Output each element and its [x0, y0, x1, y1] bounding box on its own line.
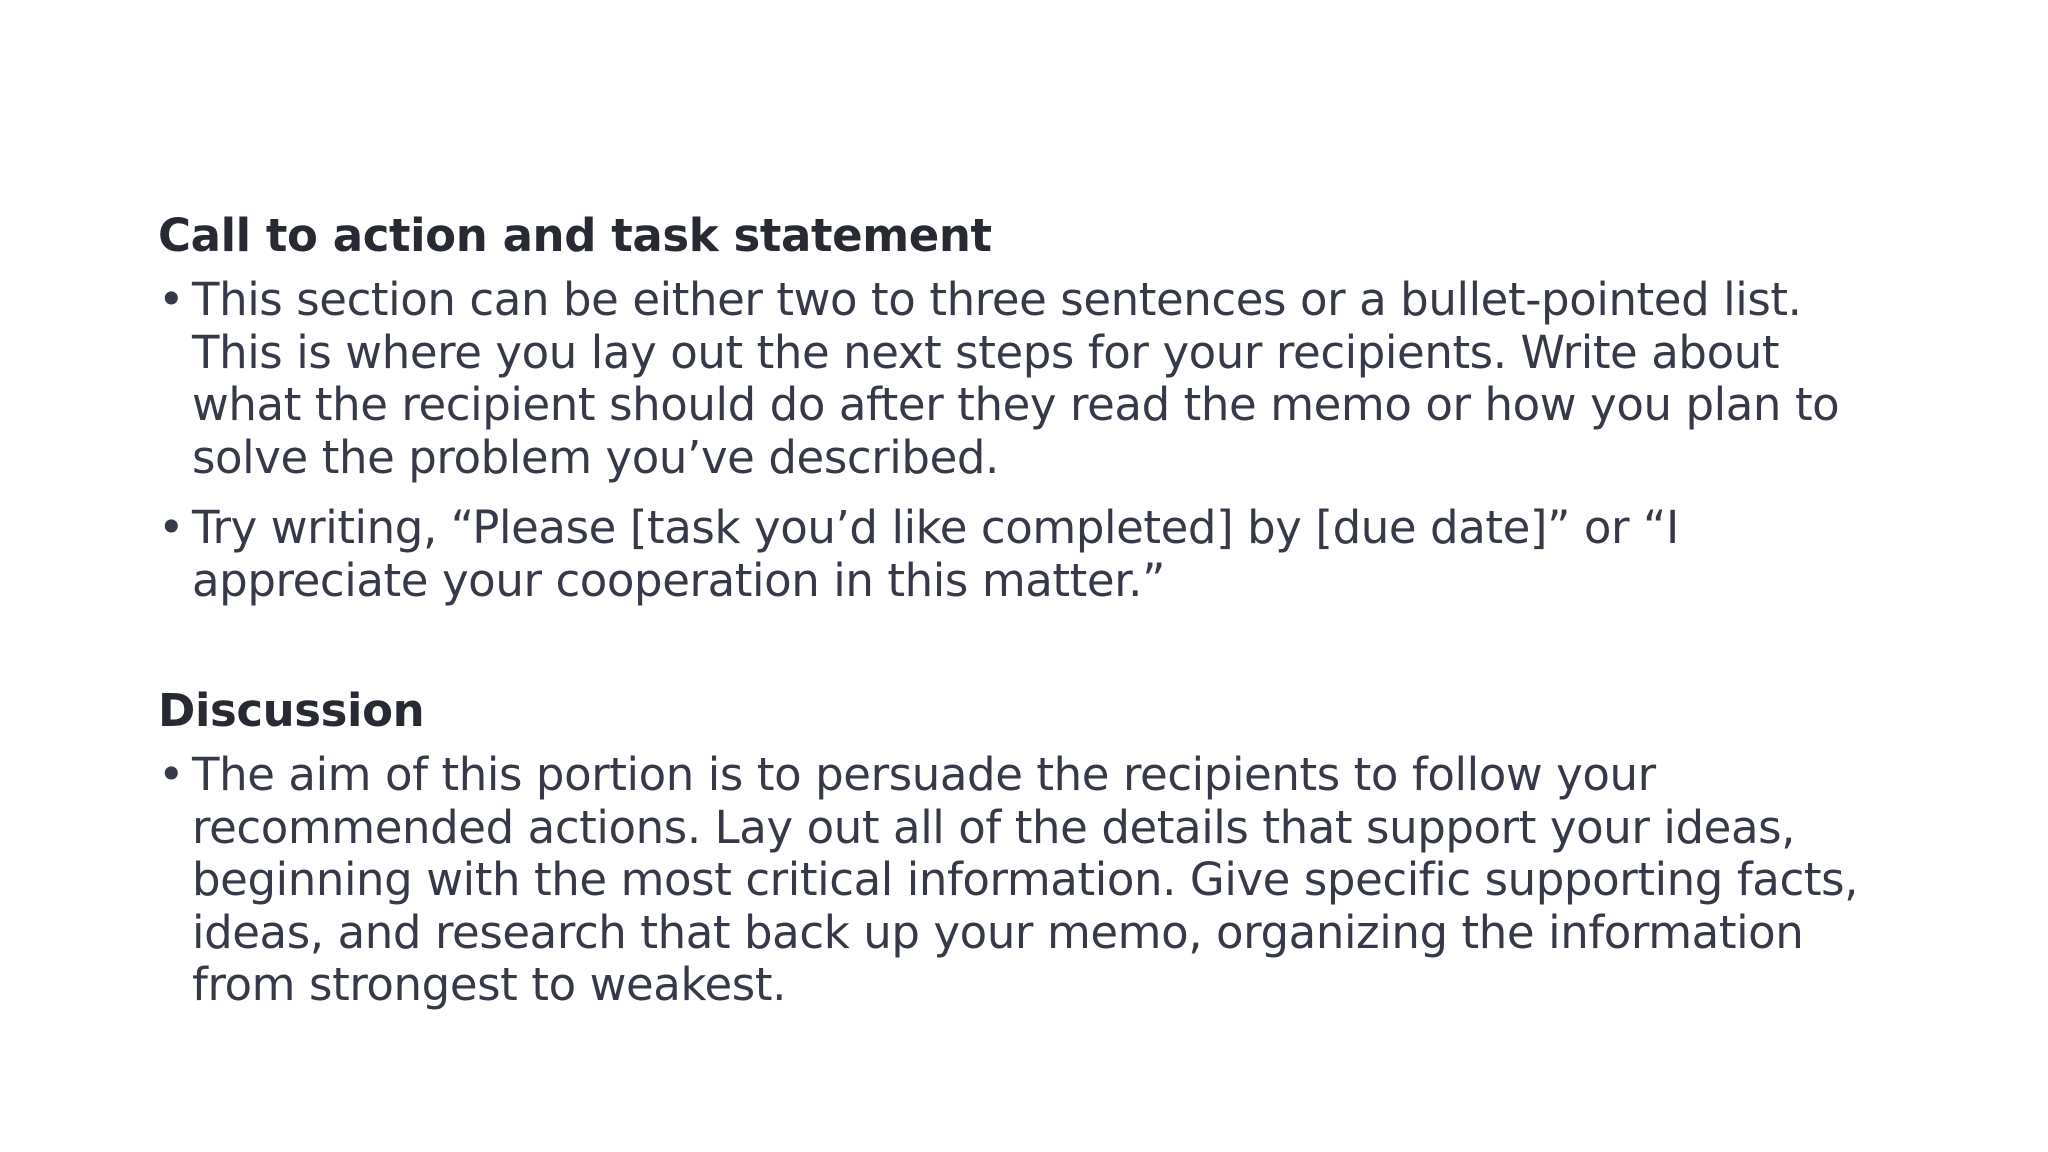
bullet-icon: • [158, 273, 185, 326]
bullet-list [158, 274, 1898, 607]
bullet-item [158, 749, 1898, 1012]
section-heading: Discussion [158, 684, 425, 737]
bullet-list [158, 749, 1898, 1012]
section-discussion [158, 681, 1898, 1012]
bullet-text: This section can be either two to three sentences or a bullet-pointed list. This is where you lay out the next steps for your recipients. Write about what the recipient should do after they read the memo or how you plan to solve the problem you’ve described. [192, 273, 1840, 484]
bullet-text: Try writing, “Please [task you’d like completed] by [due date]” or “I appreciate your cooperation in this matter.” [192, 501, 1679, 607]
bullet-item [158, 502, 1898, 607]
bullet-text: The aim of this portion is to persuade the recipients to follow your recommended actions. Lay out all of the details that support your ideas, beginning with the most critical information. Give specific supporting facts, ideas, and research that back up your memo, organizing the information from strongest to weakest. [192, 748, 1859, 1011]
slide-content [158, 206, 1898, 1012]
bullet-icon: • [158, 748, 185, 801]
bullet-icon: • [158, 501, 185, 554]
section-heading: Call to action and task statement [158, 209, 992, 262]
section-call-to-action [158, 206, 1898, 607]
bullet-item [158, 274, 1898, 484]
